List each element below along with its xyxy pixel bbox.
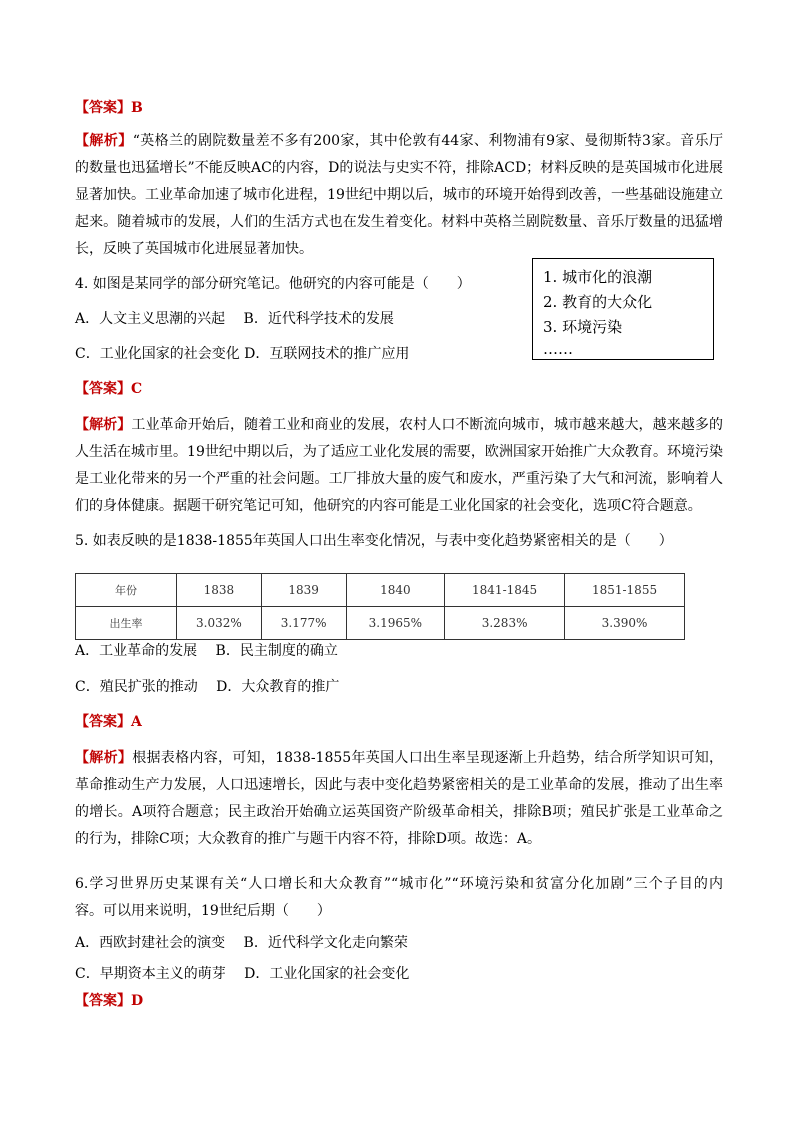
q4-analysis (75, 412, 723, 520)
note-item: 2. 教育的大众化 (543, 293, 653, 311)
q5-analysis (75, 745, 723, 853)
q6-options (75, 930, 723, 957)
answer-label: 【答案】 (75, 714, 131, 730)
analysis-line: 显著加快。工业革命加速了城市化进程，19世纪中期以后，城市的环境开始得到改善，一些基础设施建立 (75, 187, 723, 203)
table-cell: 3.1965% (346, 607, 445, 640)
answer-label: 【答案】 (75, 381, 131, 397)
option-line: A．工业革命的发展 B．民主制度的确立 (75, 643, 338, 659)
analysis-line: 的增长。A项符合题意；民主政治开始确立运英国资产阶级革命相关，排除B项；殖民扩张是工业革命之 (75, 804, 723, 820)
table-row (76, 607, 685, 640)
table-cell: 1840 (346, 574, 445, 607)
table-row (76, 574, 685, 607)
table-cell: 3.283% (445, 607, 565, 640)
research-note-box (532, 258, 714, 360)
note-item: …… (543, 340, 573, 358)
analysis-line: 根据表格内容，可知，1838-1855年英国人口出生率呈现逐渐上升趋势，结合所学知识可知， (132, 750, 723, 766)
table-header-cell: 出生率 (76, 607, 177, 640)
table-cell: 3.032% (177, 607, 262, 640)
answer-value: A (131, 714, 142, 730)
answer-label: 【答案】 (75, 993, 131, 1009)
note-item: 3. 环境污染 (543, 318, 623, 336)
option-line: C．殖民扩张的推动 D．大众教育的推广 (75, 679, 340, 695)
analysis-label: 【解析】 (75, 133, 133, 149)
q4-answer (75, 376, 723, 403)
q6-options-2 (75, 961, 723, 988)
analysis-line: 工业革命开始后，随着工业和商业的发展，农村人口不断流向城市，城市越来越大，越来越多的 (131, 417, 723, 433)
analysis-label: 【解析】 (75, 417, 132, 433)
table-cell: 1851-1855 (565, 574, 685, 607)
q5-options-2 (75, 674, 723, 701)
analysis-line: 长，反映了英国城市化进展显著加快。 (75, 241, 313, 257)
q3-analysis (75, 128, 723, 263)
q3-answer (75, 95, 723, 122)
option-line: C．早期资本主义的萌芽 D．工业化国家的社会变化 (75, 966, 410, 982)
stem-line: 6.学习世界历史某课有关“人口增长和大众教育”“城市化”“环境污染和贫富分化加剧”三个子目的内 (75, 876, 723, 892)
birth-rate-table (75, 573, 685, 640)
analysis-label: 【解析】 (75, 750, 133, 766)
table-cell: 1839 (261, 574, 346, 607)
q4-options-2 (75, 341, 515, 368)
table-cell: 1838 (177, 574, 262, 607)
q4-stem: 4. 如图是某同学的部分研究笔记。他研究的内容可能是（ ） (75, 276, 471, 292)
table-header-cell: 年份 (76, 574, 177, 607)
q5-stem: 5. 如表反映的是1838-1855年英国人口出生率变化情况，与表中变化趋势紧密相关的是（ ） (75, 533, 673, 549)
answer-value: B (131, 100, 143, 116)
analysis-line: 的数量也迅猛增长”不能反映AC的内容，D的说法与史实不符，排除ACD；材料反映的是英国城市化进展 (75, 160, 723, 176)
analysis-line: 们的身体健康。据题干研究笔记可知，他研究的内容可能是工业化国家的社会变化，选项C符合题意。 (75, 498, 702, 514)
analysis-line: 人生活在城市里。19世纪中期以后，为了适应工业化发展的需要，欧洲国家开始推广大众教育。环境污染 (75, 444, 723, 460)
answer-value: C (131, 381, 143, 397)
answer-value: D (131, 993, 144, 1009)
q4-options (75, 306, 515, 333)
stem-line: 容。可以用来说明，19世纪后期（ ） (75, 903, 331, 919)
analysis-line: 革命推动生产力发展，人口迅速增长，因此与表中变化趋势紧密相关的是工业革命的发展，推动了出生率 (75, 777, 723, 793)
analysis-line: “英格兰的剧院数量差不多有200家，其中伦敦有44家、利物浦有9家、曼彻斯特3家。音乐厅 (132, 133, 723, 149)
q5-answer (75, 709, 723, 736)
option-line: A．西欧封建社会的演变 B．近代科学文化走向繁荣 (75, 935, 408, 951)
option-line: A．人文主义思潮的兴起 B．近代科学技术的发展 (75, 311, 394, 327)
option-line: C．工业化国家的社会变化 D．互联网技术的推广应用 (75, 346, 410, 362)
analysis-line: 起来。随着城市的发展，人们的生活方式也在发生着变化。材料中英格兰剧院数量、音乐厅数量的迅猛增 (75, 214, 723, 230)
q5-options (75, 638, 723, 665)
answer-label: 【答案】 (75, 100, 131, 116)
table-cell: 1841-1845 (445, 574, 565, 607)
analysis-line: 是工业化带来的另一个严重的社会问题。工厂排放大量的废气和废水，严重污染了大气和河流，影响着人 (75, 471, 723, 487)
analysis-line: 的行为，排除C项；大众教育的推广与题干内容不符，排除D项。故选：A。 (75, 831, 542, 847)
table-cell: 3.177% (261, 607, 346, 640)
q6-answer (75, 988, 723, 1015)
q6-stem (75, 871, 723, 925)
table-cell: 3.390% (565, 607, 685, 640)
note-item: 1. 城市化的浪潮 (543, 268, 653, 286)
